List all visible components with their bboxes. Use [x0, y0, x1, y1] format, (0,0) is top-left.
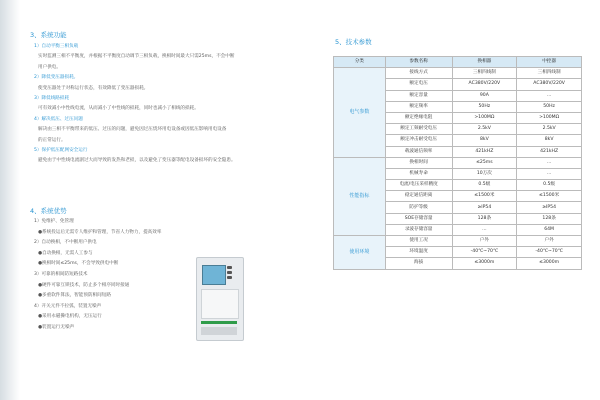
param-name-cell: 额定冲击耐受电压	[385, 135, 452, 146]
section-3-number: 3	[30, 31, 35, 39]
device-nameplate	[201, 289, 239, 319]
section-5-label: 、技术参数	[339, 38, 372, 46]
controller-value: 三相四线制	[517, 68, 582, 79]
phase-changer-value: ≤25ms	[452, 157, 517, 168]
header-param-name: 参数名称	[385, 57, 452, 68]
controller-value: 64M	[517, 224, 582, 235]
controller-value: 2.5kV	[517, 124, 582, 135]
s3-line-10: 5）保护低压配网安全运行	[34, 148, 88, 153]
device-buttons	[227, 266, 232, 281]
s3-line-8: 解决由三相不平衡带来的低压、过压的问题，避免因过压烧坏用电设备或因低压影响用电设备	[38, 127, 227, 133]
controller-value: ...	[517, 168, 582, 179]
param-name-cell: 环境温度	[385, 247, 452, 258]
param-name-cell: 录波存储容量	[385, 224, 452, 235]
param-name-cell: 机械寿命	[385, 168, 452, 179]
phase-changer-value: 2.5kV	[452, 124, 517, 135]
param-name-cell: 额定电压	[385, 79, 452, 90]
section-3-title	[30, 30, 67, 39]
controller-value: ≥IP54	[517, 202, 582, 213]
s3-line-4: 使变压器处于对称运行状态，有效降低了变压器损耗。	[38, 85, 149, 91]
controller-value: 421kHZ	[517, 146, 582, 157]
phase-changer-value: 0.5级	[452, 180, 517, 191]
s3-line-7: 4）解决低压、过压问题	[34, 116, 83, 122]
section-3-label: 、系统功能	[34, 31, 67, 39]
controller-value: ≤1500米	[517, 191, 582, 202]
param-name-cell: 电流/电压采样精度	[385, 180, 452, 191]
phase-changer-value: 90A	[452, 90, 517, 101]
param-name-cell: 载波通信频率	[385, 146, 452, 157]
phase-changer-value: ...	[452, 224, 517, 235]
s4-line-9: ●采用永磁操电机构，无压运行	[38, 314, 102, 320]
controller-value: ≤3000m	[517, 258, 582, 269]
section-5-number: 5	[335, 38, 340, 46]
table-row	[334, 68, 582, 79]
controller-value: >100MΩ	[517, 112, 582, 123]
controller-value: ...	[517, 90, 582, 101]
controller-value: 户外	[517, 236, 582, 247]
s3-line-3: 2）降低变压器损耗。	[34, 75, 79, 81]
param-name-cell: 接线方式	[385, 68, 452, 79]
device-indicator-stripe	[201, 321, 237, 324]
s3-line-0: 1）自动平衡三相负载	[34, 44, 79, 49]
table-header-row	[334, 57, 582, 68]
header-controller: 中控器	[517, 57, 582, 68]
category-cell: 性能指标	[334, 157, 386, 235]
controller-value: ...	[517, 157, 582, 168]
phase-changer-value: 三相四线制	[452, 68, 517, 79]
controller-value: AC380V/220V	[517, 79, 582, 90]
page-edge-shadow	[0, 0, 20, 400]
section-4-number: 4	[30, 207, 35, 215]
section-4-label: 、系统优势	[34, 207, 67, 215]
s4-line-10: ●装置运行无噪声	[38, 325, 75, 330]
param-name-cell: 额定绝缘电阻	[385, 112, 452, 123]
header-phase-changer: 换相器	[452, 57, 517, 68]
controller-value: 50Hz	[517, 101, 582, 112]
param-name-cell: 额定频率	[385, 101, 452, 112]
phase-changer-value: AC380V/220V	[452, 79, 517, 90]
s3-line-9: 的正常运行。	[38, 137, 66, 143]
s4-line-1: ●系统投运后无需专人维护和管理，节省人力物力，提高效率	[38, 229, 162, 235]
param-name-cell: SOE存储容量	[385, 213, 452, 224]
tech-params-table	[333, 56, 582, 270]
phase-changer-value: -40℃~70℃	[452, 247, 517, 258]
table-body	[334, 68, 582, 269]
controller-value: -40℃~70℃	[517, 247, 582, 258]
phase-changer-value: 10万次	[452, 168, 517, 179]
header-category: 分类	[334, 57, 386, 68]
phase-changer-value: 50Hz	[452, 101, 517, 112]
table-row	[334, 236, 582, 247]
param-name-cell: 海拔	[385, 258, 452, 269]
category-cell: 使用环境	[334, 236, 386, 270]
phase-changer-value: 421kHZ	[452, 146, 517, 157]
section-4-title	[30, 206, 67, 215]
device-image	[196, 257, 242, 339]
s4-line-0: 1）免维护、免管理	[34, 219, 74, 224]
phase-changer-value: >100MΩ	[452, 112, 517, 123]
s4-line-3: ●自动换相，无需人工参与	[38, 250, 93, 256]
device-terminal-block	[201, 327, 237, 335]
s3-line-1: 实时监测三相不平衡度，并根据不平衡度自动调节三相负载，换相时间最大只需25ms，不会中断	[38, 54, 235, 60]
device-display	[202, 265, 226, 285]
s4-line-8: 4）开关元件不拉弧，装置无噪声	[34, 303, 102, 309]
s4-line-2: 2）自动换相，不中断用户供电	[34, 240, 97, 246]
controller-value: 0.5级	[517, 180, 582, 191]
s3-line-5: 3）降低线路损耗	[34, 96, 70, 101]
s4-line-6: ●硬件可靠互锁技术，防止多个相序同时接通	[38, 282, 130, 288]
phase-changer-value: 8kV	[452, 135, 517, 146]
s3-line-6: 可有效减小中性线电流，从而减小了中性线的损耗，同时也减小了相线的损耗。	[38, 106, 199, 112]
category-cell: 电气参数	[334, 68, 386, 158]
phase-changer-value: ≤1500米	[452, 191, 517, 202]
section-5-title	[335, 37, 372, 46]
phase-changer-value: ≤3000m	[452, 258, 517, 269]
table-row	[334, 157, 582, 168]
param-name-cell: 换相时间	[385, 157, 452, 168]
s3-line-2: 用户供电。	[38, 64, 61, 70]
controller-value: 8kV	[517, 135, 582, 146]
controller-value: 128条	[517, 213, 582, 224]
s4-line-7: ●多重软件算法，智能预防相间短路	[38, 293, 111, 299]
phase-changer-value: ≥IP54	[452, 202, 517, 213]
s4-line-5: 3）可靠的相间防短路技术	[34, 272, 88, 277]
phase-changer-value: 128条	[452, 213, 517, 224]
s4-line-4: ●换相时间≤25ms，不会导致供电中断	[38, 261, 119, 267]
param-name-cell: 额定工频耐受电压	[385, 124, 452, 135]
param-name-cell: 稳定通信距离	[385, 191, 452, 202]
param-name-cell: 额定容量	[385, 90, 452, 101]
s3-line-11: 避免由于中性线电流剧过大而导致的发热和老损，以及避免了变压器等配电设备损坏的安全隐患。	[38, 158, 236, 164]
param-name-cell: 使用工况	[385, 236, 452, 247]
param-name-cell: 防护等级	[385, 202, 452, 213]
phase-changer-value: 户外	[452, 236, 517, 247]
